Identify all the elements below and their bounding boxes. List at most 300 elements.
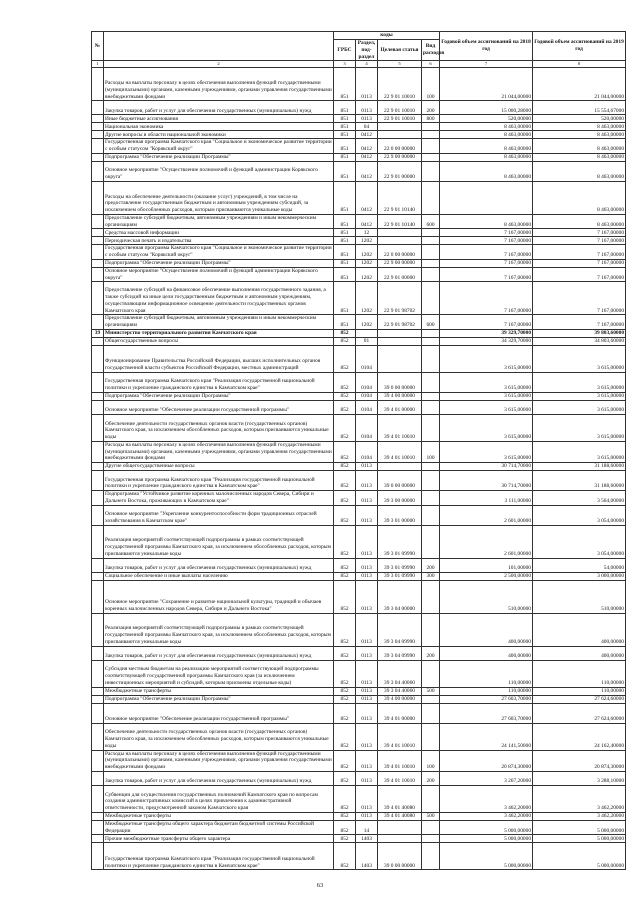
table-row [92, 329, 626, 337]
row-amount-2019: 3 288,10000 [533, 771, 626, 785]
row-description: Другие вопросы в области национальной экономики [104, 131, 334, 139]
row-number [92, 572, 104, 580]
row-amount-2018: 3 267,20000 [440, 771, 533, 785]
table-row [92, 695, 626, 703]
row-amount-2019: 24 162,40000 [533, 723, 626, 750]
row-section-code: 0113 [356, 471, 378, 491]
row-description: Национальная экономика [104, 123, 334, 131]
row-amount-2019: 8 463,00000 [533, 153, 626, 161]
row-section-code: 0412 [356, 131, 378, 139]
row-description: Государственная программа Камчатского края "Реализация государственной национальной политики и укрепление гражданского единства в Камчатском крае" [104, 372, 334, 392]
column-number: 3 [334, 61, 356, 68]
row-section-code: 0412 [356, 139, 378, 154]
row-expense-type: 200 [422, 558, 440, 572]
row-section-code: 0113 [356, 687, 378, 695]
row-target-code: 22 0 00 00000 [378, 139, 422, 154]
row-amount-2018: 8 463,00000 [440, 131, 533, 139]
row-expense-type [422, 414, 440, 441]
header-2018: Годовой объем ассигнований на 2018 год [440, 32, 533, 61]
row-amount-2019: 27 624,60000 [533, 695, 626, 703]
row-amount-2019: 34 803,60000 [533, 337, 626, 345]
row-amount-2018: 510,00000 [440, 580, 533, 613]
header-2019: Годовой объем ассигнований на 2019 год [533, 32, 626, 61]
row-description: Предоставление субсидий бюджетным, автономным учреждениям и иным некоммерческим организациям [104, 315, 334, 330]
row-target-code: 39 3 04 09990 [378, 613, 422, 646]
row-grbs-code: 852 [334, 400, 356, 414]
row-number [92, 660, 104, 687]
row-amount-2018: 520,00000 [440, 115, 533, 123]
row-number [92, 229, 104, 237]
row-target-code: 39 3 04 40060 [378, 687, 422, 695]
row-amount-2018: 7 167,00000 [440, 315, 533, 330]
row-section-code: 0113 [356, 750, 378, 771]
row-number [92, 771, 104, 785]
row-number [92, 505, 104, 525]
row-amount-2019: 510,00000 [533, 580, 626, 613]
row-target-code: 22 9 00 00000 [378, 259, 422, 267]
row-section-code: 1202 [356, 315, 378, 330]
row-grbs-code: 852 [334, 820, 356, 835]
row-section-code: 0113 [356, 771, 378, 785]
row-description: Предоставление субсидий на финансовое обеспечение выполнения государственного задания, а также субсидий на иные цели государственным бюджетным и автономным учреждениям, осуществляющим информационное освещение деятельности государственных органов Камчатского края [104, 282, 334, 315]
row-grbs-code: 852 [334, 750, 356, 771]
row-description: Межбюджетные трансферты общего характера бюджетам бюджетной системы Российской Федерации [104, 820, 334, 835]
row-description: Реализация мероприятий соответствующей подпрограммы в рамках соответствующей государственной программы Камчатского края, за исключением обособленных расходов, которым присваиваются уникальные коды [104, 613, 334, 646]
row-expense-type [422, 491, 440, 506]
row-grbs-code: 851 [334, 161, 356, 181]
row-amount-2019: 39 803,60000 [533, 329, 626, 337]
row-number [92, 282, 104, 315]
table-row [92, 613, 626, 646]
row-target-code: 22 9 01 10010 [378, 68, 422, 101]
row-grbs-code: 851 [334, 259, 356, 267]
row-description: Общегосударственные вопросы [104, 337, 334, 345]
row-number [92, 400, 104, 414]
row-amount-2018: 400,00000 [440, 613, 533, 646]
row-grbs-code: 852 [334, 345, 356, 372]
row-amount-2019: 7 167,00000 [533, 267, 626, 282]
row-number [92, 558, 104, 572]
column-number: 2 [104, 61, 334, 68]
row-amount-2019: 8 463,00000 [533, 181, 626, 214]
row-section-code: 0113 [356, 812, 378, 820]
row-section-code: 0104 [356, 345, 378, 372]
row-description: Иные бюджетные ассигнования [104, 115, 334, 123]
table-row [92, 646, 626, 660]
row-grbs-code: 851 [334, 101, 356, 115]
row-amount-2018: 2 601,00000 [440, 525, 533, 558]
row-amount-2018: 3 615,00000 [440, 400, 533, 414]
row-description: Другие общегосударственные вопросы [104, 463, 334, 471]
row-amount-2019: 5 000,00000 [533, 843, 626, 870]
row-expense-type [422, 785, 440, 812]
row-description: Подпрограмма "Обеспечение реализации Программы" [104, 695, 334, 703]
row-number [92, 463, 104, 471]
row-section-code: 1403 [356, 835, 378, 843]
table-row [92, 282, 626, 315]
row-grbs-code: 851 [334, 153, 356, 161]
row-target-code: 39 3 04 09990 [378, 646, 422, 660]
row-section-code: 0104 [356, 441, 378, 462]
row-grbs-code: 851 [334, 115, 356, 123]
row-grbs-code: 851 [334, 267, 356, 282]
row-expense-type [422, 525, 440, 558]
row-grbs-code: 852 [334, 785, 356, 812]
row-section-code: 1403 [356, 843, 378, 870]
row-target-code: 39 4 01 40080 [378, 785, 422, 812]
row-number [92, 750, 104, 771]
row-number [92, 315, 104, 330]
table-row [92, 131, 626, 139]
row-section-code: 0113 [356, 646, 378, 660]
row-description: Обеспечение деятельности государственных органов власти (государственных органов) Камчатского края, за исключением обособленных расходов, которым присваиваются уникальные коды [104, 723, 334, 750]
table-row [92, 750, 626, 771]
row-number [92, 723, 104, 750]
row-description: Расходы на обеспечение деятельности (оказание услуг) учреждений, в том числе на предоставление государственным бюджетным и автономным учреждениям субсидий, за исключением обособленных расходов, которым присваиваются уникальные коды [104, 181, 334, 214]
row-description: Межбюджетные трансферты [104, 812, 334, 820]
row-grbs-code: 852 [334, 660, 356, 687]
row-number [92, 372, 104, 392]
row-description: Основное мероприятие "Обеспечение реализации государственной программы" [104, 703, 334, 723]
row-number [92, 687, 104, 695]
row-expense-type: 500 [422, 687, 440, 695]
row-grbs-code: 852 [334, 392, 356, 400]
row-expense-type [422, 181, 440, 214]
row-target-code: 39 3 01 09990 [378, 558, 422, 572]
row-number [92, 153, 104, 161]
row-amount-2018: 39 329,70000 [440, 329, 533, 337]
row-expense-type: 100 [422, 68, 440, 101]
table-row [92, 843, 626, 870]
table-row [92, 441, 626, 462]
table-row [92, 161, 626, 181]
row-section-code: 0113 [356, 572, 378, 580]
table-row [92, 400, 626, 414]
row-section-code: 0412 [356, 214, 378, 229]
row-amount-2019: 5 000,00000 [533, 820, 626, 835]
row-section-code: 0104 [356, 414, 378, 441]
row-section-code: 0113 [356, 785, 378, 812]
row-expense-type: 200 [422, 771, 440, 785]
row-description: Субсидия местным бюджетам на реализацию мероприятий соответствующей подпрограммы соответствующей государственной программы Камчатского края (за исключением инвестиционных мероприятий и субсидий, которым присвоены отдельные коды) [104, 660, 334, 687]
row-target-code: 39 4 01 10010 [378, 771, 422, 785]
row-grbs-code: 852 [334, 646, 356, 660]
row-number [92, 337, 104, 345]
row-section-code: 01 [356, 337, 378, 345]
row-number [92, 835, 104, 843]
row-description: Предоставление субсидий бюджетным, автономным учреждениям и иным некоммерческим организациям [104, 214, 334, 229]
row-amount-2019: 21 044,00000 [533, 68, 626, 101]
row-grbs-code: 852 [334, 558, 356, 572]
row-target-code [378, 345, 422, 372]
row-amount-2018: 110,00000 [440, 660, 533, 687]
row-expense-type [422, 123, 440, 131]
row-expense-type [422, 392, 440, 400]
row-amount-2019: 3 615,00000 [533, 441, 626, 462]
row-amount-2019: 3 615,00000 [533, 414, 626, 441]
row-target-code: 22 9 01 10010 [378, 101, 422, 115]
row-amount-2018: 2 500,00000 [440, 572, 533, 580]
budget-table [91, 31, 626, 870]
row-number [92, 259, 104, 267]
row-amount-2018: 400,00000 [440, 646, 533, 660]
row-grbs-code: 852 [334, 687, 356, 695]
row-number [92, 812, 104, 820]
row-amount-2019: 20 874,30000 [533, 750, 626, 771]
row-target-code: 39 4 01 10010 [378, 441, 422, 462]
row-target-code: 22 9 01 98702 [378, 282, 422, 315]
table-row [92, 820, 626, 835]
row-expense-type [422, 131, 440, 139]
row-target-code: 22 9 00 00000 [378, 153, 422, 161]
row-amount-2018: 7 167,00000 [440, 282, 533, 315]
row-expense-type [422, 161, 440, 181]
row-grbs-code: 851 [334, 245, 356, 260]
row-section-code: 12 [356, 229, 378, 237]
row-amount-2019: 7 167,00000 [533, 245, 626, 260]
row-amount-2019: 3 462,20000 [533, 812, 626, 820]
row-amount-2019: 3 000,00000 [533, 572, 626, 580]
row-expense-type: 100 [422, 441, 440, 462]
row-grbs-code: 852 [334, 843, 356, 870]
row-amount-2019: 7 167,00000 [533, 282, 626, 315]
row-amount-2019: 7 167,00000 [533, 259, 626, 267]
row-description: Межбюджетные трансферты [104, 687, 334, 695]
row-expense-type [422, 345, 440, 372]
row-section-code: 04 [356, 123, 378, 131]
row-amount-2018: 34 329,70000 [440, 337, 533, 345]
row-section-code: 0113 [356, 558, 378, 572]
row-target-code: 39 4 01 00000 [378, 400, 422, 414]
row-number [92, 646, 104, 660]
table-row [92, 414, 626, 441]
row-target-code [378, 463, 422, 471]
row-target-code: 39 0 00 00000 [378, 471, 422, 491]
row-description: Расходы на выплаты персоналу в целях обеспечения выполнения функций государственными (муниципальными) органами, казенными учреждениями, органами управления государственными внебюджетными фондами [105, 441, 332, 462]
row-amount-2018: 7 167,00000 [440, 237, 533, 245]
table-row [92, 259, 626, 267]
row-description: Государственная программа Камчатского края "Социальное и экономическое развитие территории с особым статусом "Корякский округ" [105, 245, 332, 258]
row-expense-type [422, 329, 440, 337]
row-section-code: 0113 [356, 525, 378, 558]
table-row [92, 558, 626, 572]
row-section-code: 0104 [356, 392, 378, 400]
row-description: Подпрограмма "Обеспечение реализации Программы" [104, 259, 334, 267]
row-amount-2018: 3 462,20000 [440, 812, 533, 820]
table-row [92, 139, 626, 154]
row-amount-2018: 101,00000 [440, 558, 533, 572]
table-row [92, 505, 626, 525]
table-row [92, 687, 626, 695]
row-expense-type [422, 835, 440, 843]
row-description: Средства массовой информации [104, 229, 334, 237]
row-number [92, 525, 104, 558]
row-amount-2018: 15 000,28000 [440, 101, 533, 115]
row-expense-type [422, 267, 440, 282]
row-grbs-code: 852 [334, 471, 356, 491]
row-number [92, 68, 104, 101]
row-amount-2018: 8 463,00000 [440, 139, 533, 154]
row-amount-2018: 5 000,00000 [440, 820, 533, 835]
row-expense-type [422, 463, 440, 471]
row-amount-2018: 8 463,00000 [440, 123, 533, 131]
row-grbs-code: 851 [334, 123, 356, 131]
row-number [92, 695, 104, 703]
row-amount-2019: 3 462,20000 [533, 785, 626, 812]
row-amount-2019: 7 167,00000 [533, 229, 626, 237]
row-grbs-code: 851 [334, 229, 356, 237]
header-grbs: ГРБС [334, 40, 356, 61]
row-amount-2018: 3 111,00000 [440, 491, 533, 506]
row-grbs-code: 852 [334, 337, 356, 345]
row-target-code [378, 123, 422, 131]
row-description: Государственная программа Камчатского края "Социальное и экономическое развитие территории с особым статусом "Корякский округ" [105, 139, 332, 152]
row-grbs-code: 852 [334, 441, 356, 462]
row-description: Основное мероприятие "Укрепление конкурентоспособности форм традиционных отраслей хозяйствования в Камчатском крае" [104, 505, 334, 525]
table-row [92, 315, 626, 330]
row-number [92, 214, 104, 229]
row-section-code: 14 [356, 820, 378, 835]
header-razdel: Раздел, под- раздел [356, 40, 378, 61]
table-row [92, 580, 626, 613]
row-target-code: 22 9 01 10140 [378, 181, 422, 214]
row-description: Министерство территориального развития Камчатского края [104, 329, 334, 337]
row-amount-2018: 3 615,00000 [440, 392, 533, 400]
row-description: Основное мероприятие "Осуществление полномочий и функций администрации Корякского округа" [104, 267, 334, 282]
row-description: Государственная программа Камчатского края "Реализация государственной национальной политики и укрепление гражданского единства в Камчатском крае" [104, 843, 334, 870]
row-number [92, 267, 104, 282]
row-amount-2019: 3 615,00000 [533, 345, 626, 372]
row-grbs-code: 852 [334, 613, 356, 646]
table-row [92, 229, 626, 237]
row-number [92, 580, 104, 613]
row-number [92, 414, 104, 441]
row-amount-2019: 8 463,00000 [533, 161, 626, 181]
row-description: Основное мероприятие "Сохранение и развитие национальной культуры, традиций и обычаев коренных малочисленных народов Севера, Сибири и Дальнего Востока" [104, 580, 334, 613]
row-expense-type [422, 139, 440, 154]
row-section-code: 0113 [356, 613, 378, 646]
column-number: 1 [92, 61, 104, 68]
table-row [92, 115, 626, 123]
row-grbs-code: 852 [334, 525, 356, 558]
row-grbs-code: 851 [334, 139, 356, 154]
row-target-code: 39 4 01 10010 [378, 414, 422, 441]
table-row [92, 491, 626, 506]
row-number [92, 703, 104, 723]
row-target-code [378, 237, 422, 245]
row-description: Периодическая печать и издательства [104, 237, 334, 245]
row-amount-2018: 27 603,70000 [440, 703, 533, 723]
row-amount-2018 [440, 181, 533, 214]
row-expense-type [422, 505, 440, 525]
table-row [92, 237, 626, 245]
row-description: Реализация мероприятий соответствующей подпрограммы в рамках соответствующей государственной программы Камчатского края, за исключением обособленных расходов, которым присваиваются уникальные коды [104, 525, 334, 558]
table-row [92, 101, 626, 115]
row-amount-2019: 3 615,00000 [533, 372, 626, 392]
row-number [92, 613, 104, 646]
row-description: Государственная программа Камчатского края "Реализация государственной национальной политики и укрепление гражданского единства в Камчатском крае" [104, 471, 334, 491]
row-amount-2018: 30 714,70000 [440, 463, 533, 471]
row-expense-type: 100 [422, 750, 440, 771]
row-section-code: 0113 [356, 703, 378, 723]
row-grbs-code: 852 [334, 835, 356, 843]
row-target-code [378, 820, 422, 835]
row-amount-2018: 5 000,00000 [440, 843, 533, 870]
row-amount-2018: 3 615,00000 [440, 372, 533, 392]
row-target-code [378, 835, 422, 843]
row-description: Подпрограмма "Обеспечение реализации Программы" [104, 153, 334, 161]
row-amount-2019: 3 615,00000 [533, 392, 626, 400]
row-amount-2019: 400,00000 [533, 613, 626, 646]
row-section-code: 0113 [356, 68, 378, 101]
row-amount-2018: 21 044,00000 [440, 68, 533, 101]
row-expense-type: 200 [422, 101, 440, 115]
row-amount-2019: 400,00000 [533, 646, 626, 660]
row-description: Подпрограмма "Устойчивое развитие коренных малочисленных народов Севера, Сибири и Дальнего Востока, проживающих в Камчатском крае" [104, 491, 334, 506]
row-expense-type: 600 [422, 315, 440, 330]
row-number [92, 785, 104, 812]
row-amount-2019: 7 167,00000 [533, 237, 626, 245]
row-grbs-code: 852 [334, 703, 356, 723]
row-target-code: 39 4 01 40080 [378, 812, 422, 820]
row-number [92, 161, 104, 181]
row-section-code: 1202 [356, 259, 378, 267]
row-target-code: 39 4 00 00000 [378, 392, 422, 400]
row-amount-2018: 7 167,00000 [440, 245, 533, 260]
table-row [92, 267, 626, 282]
row-grbs-code: 852 [334, 771, 356, 785]
row-section-code: 0412 [356, 161, 378, 181]
row-grbs-code: 852 [334, 414, 356, 441]
row-expense-type [422, 843, 440, 870]
row-expense-type [422, 282, 440, 315]
row-target-code: 39 4 01 00000 [378, 703, 422, 723]
row-section-code: 0113 [356, 660, 378, 687]
row-expense-type [422, 337, 440, 345]
row-target-code: 39 3 00 00000 [378, 491, 422, 506]
row-section-code: 1202 [356, 282, 378, 315]
row-section-code: 1202 [356, 245, 378, 260]
row-grbs-code: 852 [334, 580, 356, 613]
row-grbs-code: 852 [334, 505, 356, 525]
row-description: Основное мероприятие "Осуществление полномочий и функций администрации Корякского округа" [104, 161, 334, 181]
table-row [92, 572, 626, 580]
row-section-code: 0113 [356, 723, 378, 750]
row-grbs-code: 852 [334, 372, 356, 392]
row-description: Закупка товаров, работ и услуг для обеспечения государственных (муниципальных) нужд [104, 646, 334, 660]
row-expense-type: 500 [422, 812, 440, 820]
row-target-code: 39 3 01 09990 [378, 572, 422, 580]
row-grbs-code: 852 [334, 572, 356, 580]
table-row [92, 812, 626, 820]
row-grbs-code: 852 [334, 812, 356, 820]
row-grbs-code: 851 [334, 282, 356, 315]
row-number [92, 491, 104, 506]
row-expense-type: 300 [422, 572, 440, 580]
row-amount-2018: 5 000,00000 [440, 835, 533, 843]
table-row [92, 771, 626, 785]
row-amount-2019: 3 615,00000 [533, 400, 626, 414]
row-target-code: 39 3 01 00000 [378, 505, 422, 525]
row-amount-2019: 31 188,60000 [533, 471, 626, 491]
row-section-code: 0113 [356, 101, 378, 115]
row-amount-2018: 2 601,00000 [440, 505, 533, 525]
table-row [92, 723, 626, 750]
row-target-code: 22 9 01 98702 [378, 315, 422, 330]
row-description: Закупка товаров, работ и услуг для обеспечения государственных (муниципальных) нужд [104, 558, 334, 572]
row-description: Субвенции для осуществления государственных полномочий Камчатского края по вопросам создания административных комиссий в целях привлечения к административной ответственности, предусмотренной законом Камчатского края [104, 785, 334, 812]
row-target-code: 22 9 01 00000 [378, 161, 422, 181]
